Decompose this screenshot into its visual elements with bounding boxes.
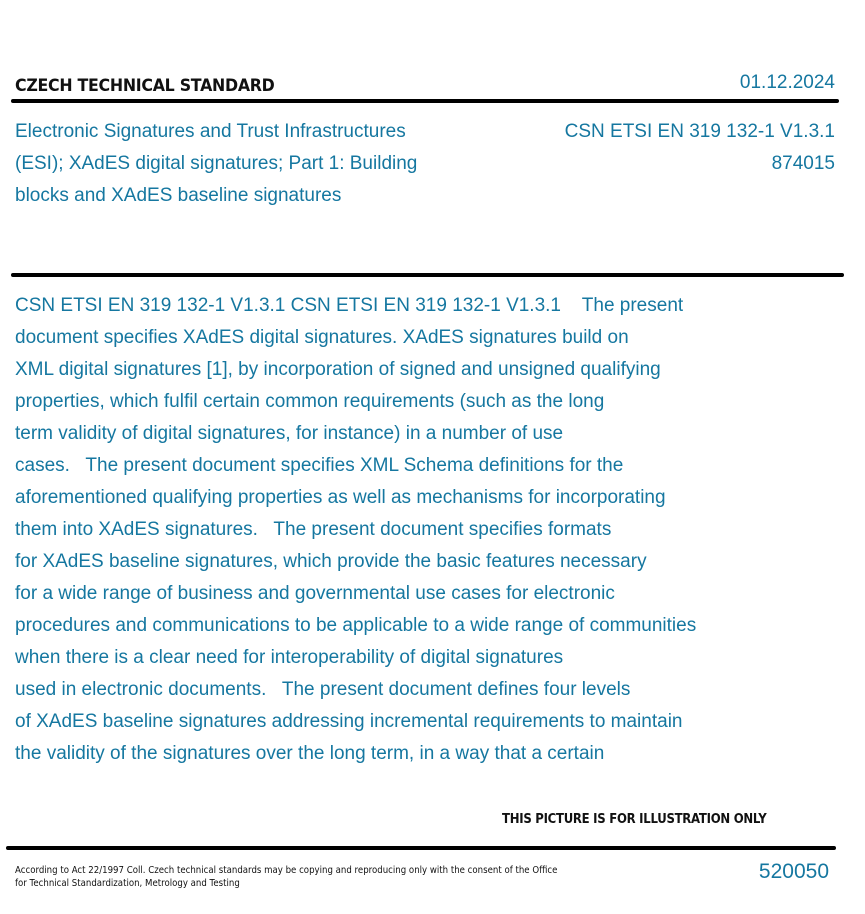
standard-code: CSN ETSI EN 319 132-1 V1.3.1	[564, 121, 835, 142]
abstract-line: used in electronic documents. The present document defines four levels	[15, 679, 631, 700]
abstract-line: of XAdES baseline signatures addressing incremental requirements to maintain	[15, 711, 683, 732]
catalog-number: 520050	[758, 860, 829, 883]
footer-divider	[6, 846, 836, 850]
abstract-line: CSN ETSI EN 319 132-1 V1.3.1 CSN ETSI EN 319 132-1 V1.3.1 The present	[15, 295, 684, 316]
abstract-line: them into XAdES signatures. The present document specifies formats	[15, 519, 612, 540]
legal-line: for Technical Standardization, Metrology and Testing	[15, 878, 240, 889]
abstract-line: properties, which fulfil certain common requirements (such as the long	[15, 391, 605, 412]
abstract-line: document specifies XAdES digital signatures. XAdES signatures build on	[15, 327, 629, 348]
abstract-line: for XAdES baseline signatures, which provide the basic features necessary	[15, 551, 647, 572]
abstract-line: the validity of the signatures over the long term, in a way that a certain	[15, 743, 605, 764]
legal-notice	[15, 864, 557, 890]
abstract-line: cases. The present document specifies XML Schema definitions for the	[15, 455, 624, 476]
standard-type-label: CZECH TECHNICAL STANDARD	[15, 76, 275, 96]
title-line: (ESI); XAdES digital signatures; Part 1: Building	[15, 153, 418, 174]
abstract-line: term validity of digital signatures, for instance) in a number of use	[15, 423, 564, 444]
document-identifier	[565, 116, 835, 180]
abstract-text	[15, 290, 805, 770]
document-title	[15, 116, 485, 212]
title-divider	[11, 273, 844, 277]
legal-line: According to Act 22/1997 Coll. Czech technical standards may be copying and reproducing only with the consent of the Office	[15, 865, 558, 876]
abstract-line: procedures and communications to be applicable to a wide range of communities	[15, 615, 697, 636]
abstract-line: aforementioned qualifying properties as well as mechanisms for incorporating	[15, 487, 666, 508]
illustration-notice: THIS PICTURE IS FOR ILLUSTRATION ONLY	[502, 812, 767, 827]
abstract-line: XML digital signatures [1], by incorporation of signed and unsigned qualifying	[15, 359, 661, 380]
header-divider	[11, 99, 839, 103]
title-line: blocks and XAdES baseline signatures	[15, 185, 342, 206]
abstract-line: for a wide range of business and governmental use cases for electronic	[15, 583, 615, 604]
title-line: Electronic Signatures and Trust Infrastructures	[15, 121, 406, 142]
class-number: 874015	[771, 153, 835, 174]
abstract-line: when there is a clear need for interoperability of digital signatures	[15, 647, 564, 668]
publication-date: 01.12.2024	[739, 72, 835, 93]
